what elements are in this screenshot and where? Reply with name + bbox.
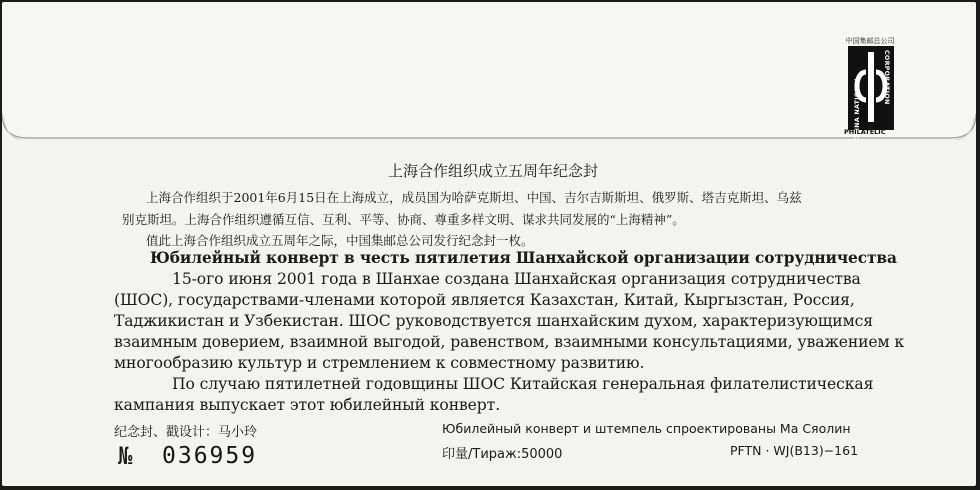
number-symbol: № bbox=[118, 442, 133, 470]
russian-body-line-3: Таджикистан и Узбекистан. ШОС руководствуется шанхайским духом, характеризующимся bbox=[114, 312, 873, 330]
chinese-body-line-3: 值此上海合作组织成立五周年之际，中国集邮总公司发行纪念封一枚。 bbox=[146, 233, 534, 248]
logo-side-text-right: CORPORATION bbox=[883, 50, 890, 105]
logo-side-text-left: CHINA NATIONAL bbox=[854, 76, 861, 141]
china-philatelic-logo bbox=[840, 32, 900, 141]
catalog-code: PFTN · WJ(B13)−161 bbox=[730, 443, 859, 458]
envelope-flap bbox=[2, 2, 976, 140]
russian-body-line-2: (ШОС), государствами-членами которой является Казахстан, Китай, Кыргызстан, Россия, bbox=[114, 291, 855, 309]
russian-body-line-1: 15-ого июня 2001 года в Шанхае создана Шанхайская организация сотрудничества bbox=[172, 270, 861, 288]
designer-russian: Юбилейный конверт и штемпель спроектированы Ма Сяолин bbox=[442, 421, 851, 436]
russian-title: Юбилейный конверт в честь пятилетия Шанхайской организации сотрудничества bbox=[150, 249, 897, 267]
russian-body-line-7: кампания выпускает этот юбилейный конверт. bbox=[114, 396, 501, 414]
russian-body-line-4: взаимным доверием, взаимной выгодой, равенством, взаимными консультациями, уважением к bbox=[114, 333, 905, 351]
russian-body-line-5: многообразию культур и стремлением к совместному развитию. bbox=[114, 354, 645, 372]
chinese-title: 上海合作组织成立五周年纪念封 bbox=[388, 162, 599, 180]
chinese-body-line-2: 别克斯坦。上海合作组织遵循互信、互利、平等、协商、尊重多样文明、谋求共同发展的“上海精神”。 bbox=[122, 212, 685, 227]
serial-number: 036959 bbox=[162, 443, 258, 469]
logo-chinese-text: 中国集邮总公司 bbox=[845, 37, 895, 45]
russian-body-line-6: По случаю пятилетней годовщины ШОС Китайская генеральная филателистическая bbox=[172, 375, 874, 393]
chinese-body-line-1: 上海合作组织于2001年6月15日在上海成立，成员国为哈萨克斯坦、中国、吉尔吉斯斯坦、俄罗斯、塔吉克斯坦、乌兹 bbox=[146, 190, 802, 205]
print-run: 印量/Тираж:50000 bbox=[442, 447, 563, 462]
envelope-back bbox=[2, 2, 976, 486]
logo-bottom-text: PHILATELIC bbox=[844, 128, 886, 136]
designer-chinese: 纪念封、戳设计：马小玲 bbox=[114, 425, 258, 440]
